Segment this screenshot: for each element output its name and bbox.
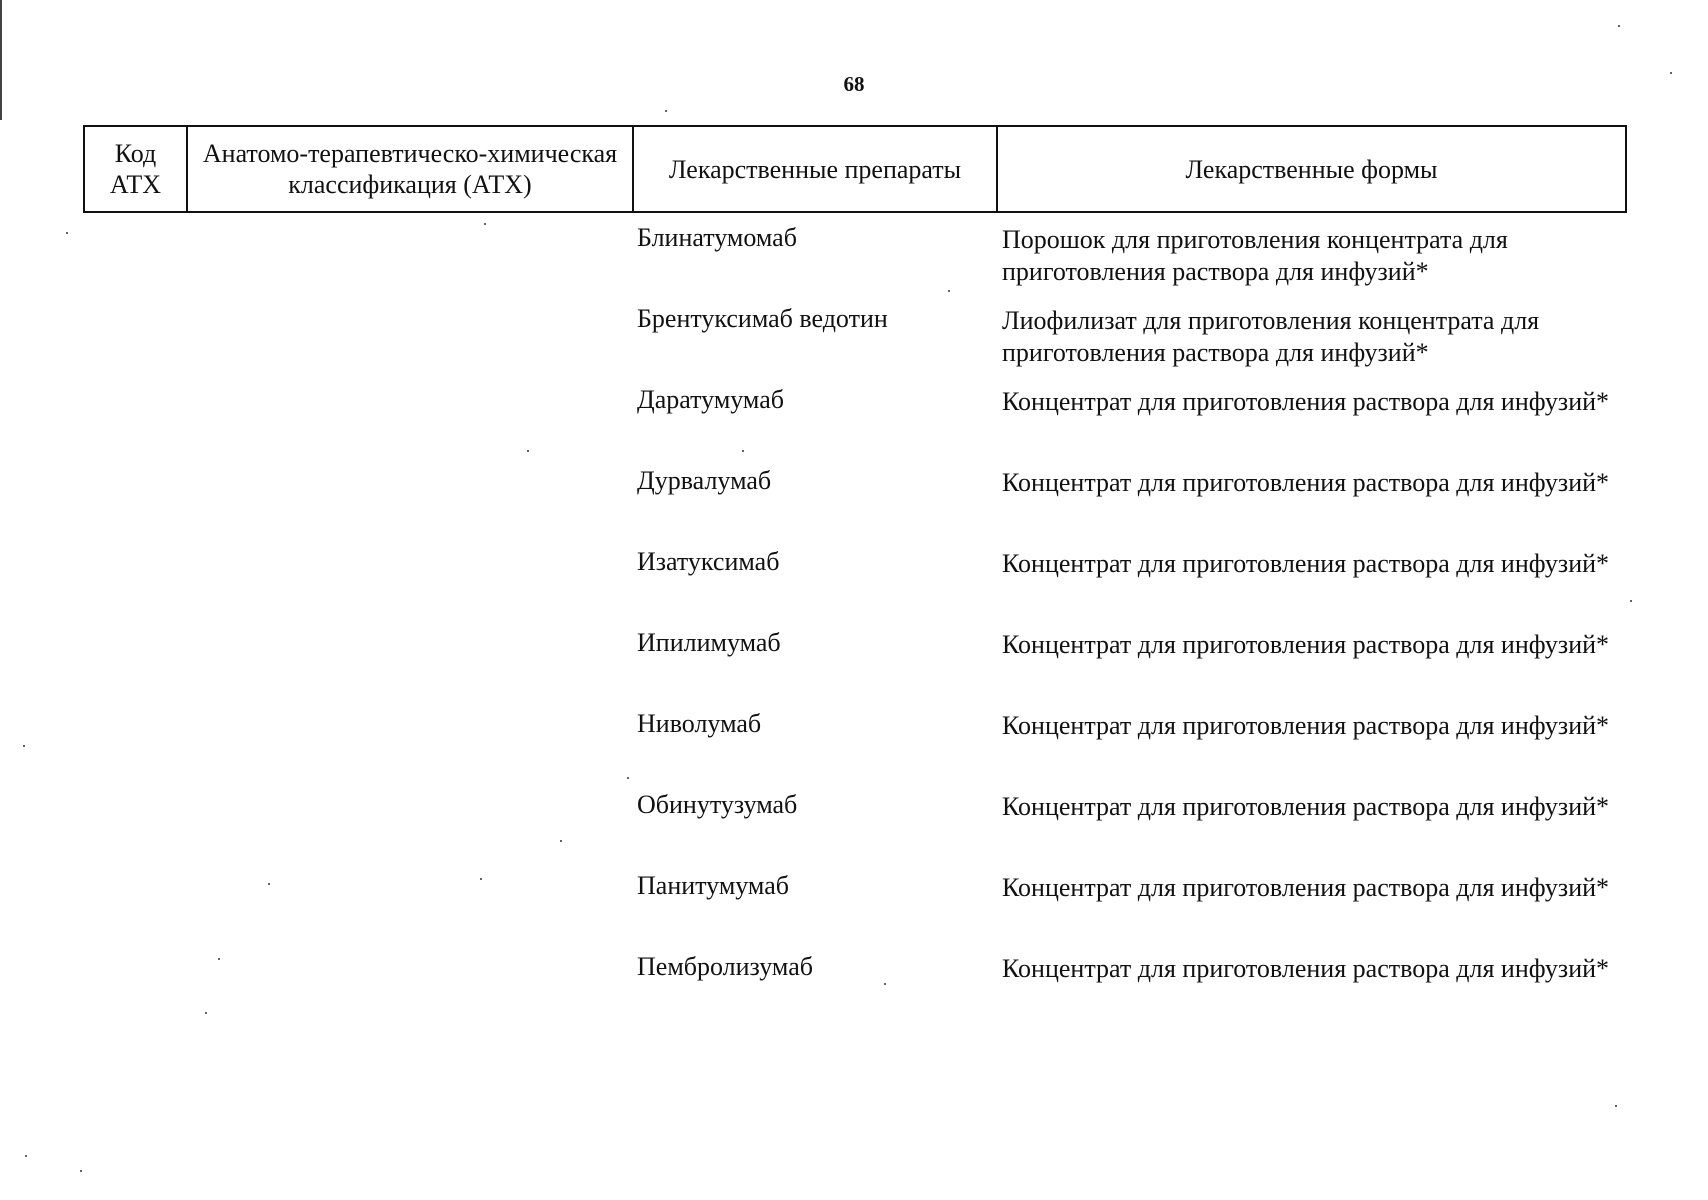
scan-speck [884, 983, 886, 985]
drug-name: Дурвалумаб [637, 466, 772, 495]
dosage-form: Порошок для приготовления концентрата для приготовления раствора для инфузий* [1002, 225, 1508, 286]
dosage-form: Концентрат для приготовления раствора для инфузий* [1002, 387, 1610, 416]
table-row [0, 222, 1708, 303]
scan-speck [25, 1155, 27, 1157]
scan-speck [480, 878, 482, 880]
header-forms: Лекарственные формы [997, 126, 1626, 212]
table-row [0, 384, 1708, 465]
drug-name: Обинутузумаб [637, 790, 798, 819]
scan-speck [80, 1170, 82, 1172]
dosage-form: Концентрат для приготовления раствора для инфузий* [1002, 711, 1610, 740]
dosage-form: Концентрат для приготовления раствора для инфузий* [1002, 630, 1610, 659]
scan-speck [1618, 25, 1620, 27]
scan-speck [627, 777, 629, 779]
table-row [0, 951, 1708, 1032]
table-body [0, 222, 1708, 1032]
drug-name: Блинатумомаб [637, 223, 797, 252]
header-drugs: Лекарственные препараты [633, 126, 997, 212]
scan-speck [665, 110, 667, 112]
page-number: 68 [843, 72, 865, 96]
dosage-form: Концентрат для приготовления раствора для инфузий* [1002, 873, 1610, 902]
scan-speck [205, 1012, 207, 1014]
header-code: Код АТХ [84, 126, 187, 212]
dosage-form: Концентрат для приготовления раствора для инфузий* [1002, 468, 1610, 497]
drug-name: Брентуксимаб ведотин [637, 304, 888, 333]
table-row [0, 303, 1708, 384]
scan-speck [484, 223, 486, 225]
scan-speck [1630, 600, 1632, 602]
scan-speck [742, 450, 744, 452]
scan-speck [948, 290, 950, 292]
table-header [83, 125, 1627, 213]
scan-edge-mark [0, 0, 2, 120]
table-row [0, 789, 1708, 870]
scan-speck [268, 883, 270, 885]
table-row [0, 870, 1708, 951]
scan-speck [527, 450, 529, 452]
drug-name: Ипилимумаб [637, 628, 781, 657]
dosage-form: Концентрат для приготовления раствора для инфузий* [1002, 549, 1610, 578]
drug-name: Панитумумаб [637, 871, 789, 900]
scan-speck [1670, 72, 1672, 74]
dosage-form: Концентрат для приготовления раствора для инфузий* [1002, 954, 1610, 983]
header-classification: Анатомо-терапевтическо-химическая классификация (АТХ) [187, 126, 633, 212]
scan-speck [218, 958, 220, 960]
table-row [0, 627, 1708, 708]
table-row [0, 708, 1708, 789]
drug-name: Даратумумаб [637, 385, 784, 414]
drug-name: Пембролизумаб [637, 952, 813, 981]
scan-speck [66, 232, 68, 234]
dosage-form: Концентрат для приготовления раствора для инфузий* [1002, 792, 1610, 821]
drug-name: Изатуксимаб [637, 547, 780, 576]
scan-speck [23, 745, 25, 747]
header-row [84, 126, 1626, 212]
table-row [0, 465, 1708, 546]
scan-speck [1615, 1105, 1617, 1107]
scan-speck [560, 840, 562, 842]
dosage-form: Лиофилизат для приготовления концентрата для приготовления раствора для инфузий* [1002, 306, 1540, 367]
drug-name: Ниволумаб [637, 709, 762, 738]
table-row [0, 546, 1708, 627]
